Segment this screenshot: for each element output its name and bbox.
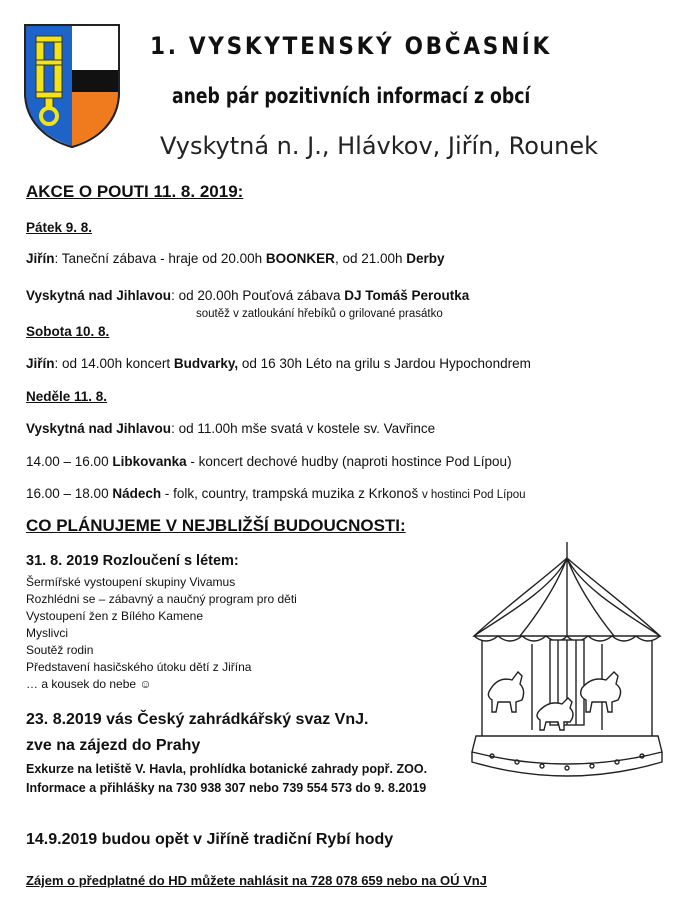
sunday-label: Neděle 11. 8. <box>26 389 108 404</box>
band-derby: Derby <box>406 251 445 266</box>
villages-line: Vyskytná n. J., Hlávkov, Jiřín, Rounek <box>160 132 599 160</box>
trip-detail-1: Exkurze na letiště V. Havla, prohlídka botanické zahrady popř. ZOO. <box>26 762 428 776</box>
farewell-list <box>26 574 297 693</box>
friday-note: soutěž v zatloukání hřebíků o grilované prasátko <box>196 308 443 320</box>
band-nadech: Nádech <box>112 486 162 501</box>
plans-heading: CO PLÁNUJEME V NEJBLIŽŠÍ BUDOUCNOSTI: <box>26 516 406 535</box>
dj-name: DJ Tomáš Peroutka <box>344 288 470 303</box>
list-item: Vystoupení žen z Bílého Kamene <box>26 609 203 623</box>
trip-line-1: 23. 8.2019 vás Český zahrádkářský svaz VnJ. <box>26 711 369 728</box>
newsletter-title: 1. VYSKYTENSKÝ OBČASNÍK <box>150 32 552 60</box>
sunday-libkovanka-line: 14.00 – 16.00 Libkovanka - koncert dechové hudby (naproti hostince Pod Lípou) <box>26 454 512 469</box>
place-vyskytna: Vyskytná nad Jihlavou <box>26 421 172 436</box>
trip-line-2: zve na zájezd do Prahy <box>26 737 201 754</box>
friday-label: Pátek 9. 8. <box>26 220 93 235</box>
trip-detail-2: Informace a přihlášky na 730 938 307 nebo 739 554 573 do 9. 8.2019 <box>26 781 427 795</box>
carousel-icon <box>462 540 672 795</box>
friday-vyskytna-line: Vyskytná nad Jihlavou: od 20.00h Pouťová zábava DJ Tomáš Peroutka <box>26 288 470 303</box>
subscription-line: Zájem o předplatné do HD můžete nahlásit na 728 078 659 nebo na OÚ VnJ <box>26 873 487 888</box>
farewell-title: 31. 8. 2019 Rozloučení s létem: <box>26 553 239 569</box>
saturday-label: Sobota 10. 8. <box>26 324 110 339</box>
band-libkovanka: Libkovanka <box>112 454 187 469</box>
sunday-vyskytna-line: Vyskytná nad Jihlavou: od 11.00h mše svatá v kostele sv. Vavřince <box>26 421 436 436</box>
coat-of-arms-icon <box>22 22 122 150</box>
list-item: Šermířské vystoupení skupiny Vivamus <box>26 575 236 589</box>
fish-feast-line: 14.9.2019 budou opět v Jiříně tradiční Rybí hody <box>26 831 394 848</box>
friday-jirin-line: Jiřín: Taneční zábava - hraje od 20.00h BOONKER, od 21.00h Derby <box>26 251 445 266</box>
band-budvarky: Budvarky, <box>173 356 239 371</box>
place-jirin: Jiřín <box>26 356 55 371</box>
list-item: Myslivci <box>26 626 68 640</box>
list-item: Rozhlédni se – zábavný a naučný program pro děti <box>26 592 297 606</box>
saturday-jirin-line: Jiřín: od 14.00h koncert Budvarky, od 16 30h Léto na grilu s Jardou Hypochondrem <box>26 356 531 371</box>
pout-heading: AKCE O POUTI 11. 8. 2019: <box>26 182 244 201</box>
place-vyskytna: Vyskytná nad Jihlavou <box>26 288 172 303</box>
place-jirin: Jiřín <box>26 251 55 266</box>
newsletter-subtitle: aneb pár pozitivních informací z obcí <box>172 84 531 108</box>
list-item: Soutěž rodin <box>26 643 94 657</box>
list-item: … a kousek do nebe ☺ <box>26 677 152 691</box>
list-item: Představení hasičského útoku dětí z Jiřína <box>26 660 252 674</box>
band-boonker: BOONKER <box>265 251 335 266</box>
sunday-nadech-line: 16.00 – 18.00 Nádech - folk, country, trampská muzika z Krkonoš v hostinci Pod Lípou <box>26 486 526 501</box>
